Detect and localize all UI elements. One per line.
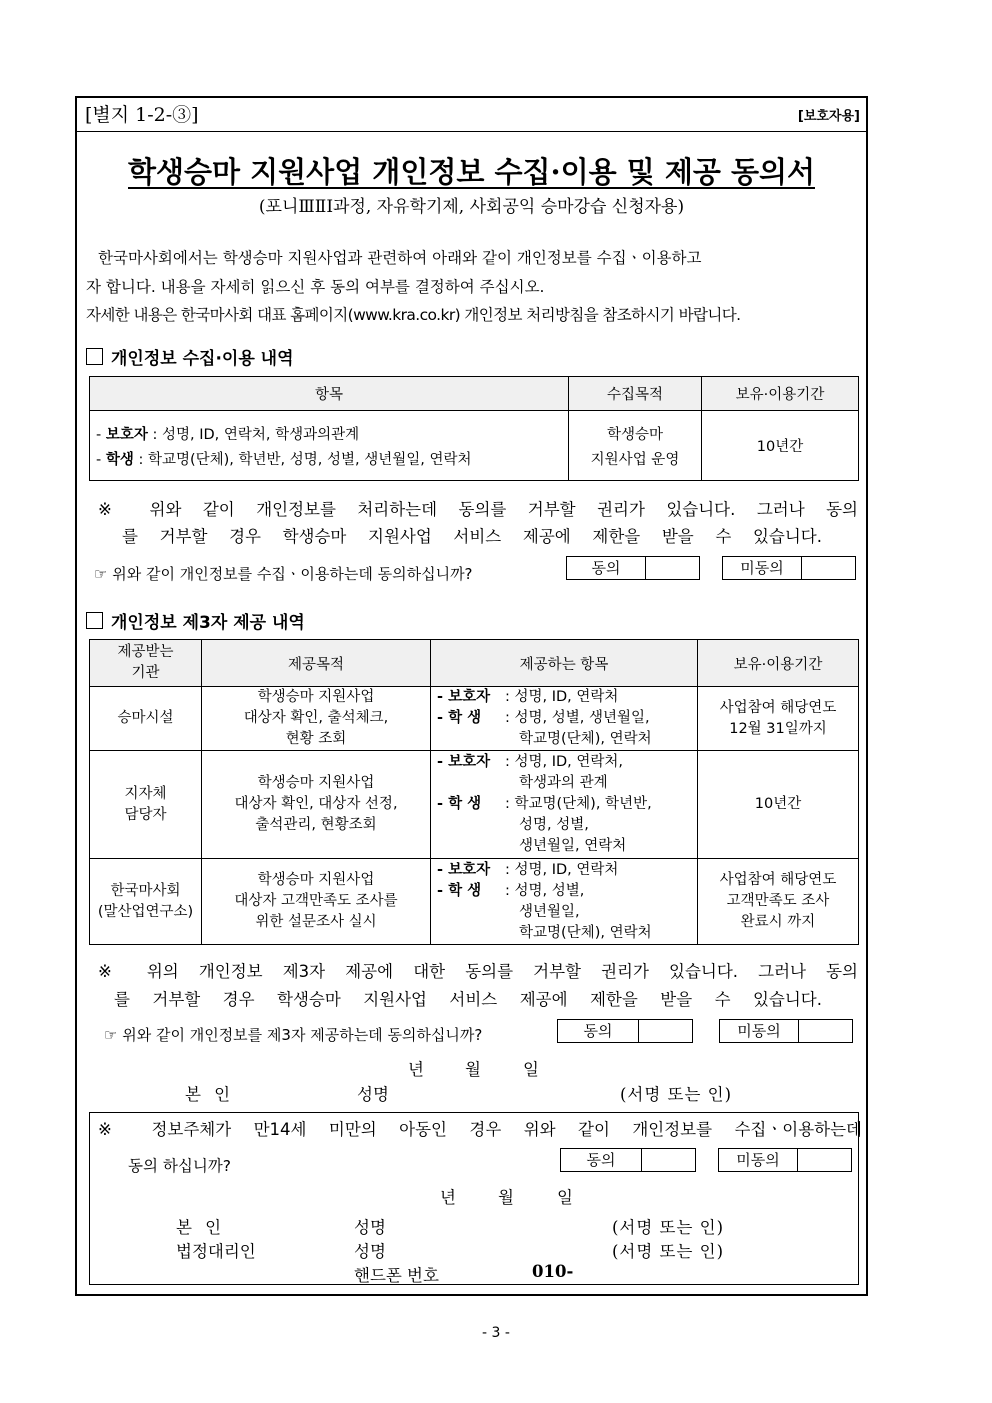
agree-label: 동의 bbox=[558, 1020, 639, 1042]
document-subtitle: (포니ⅢⅡⅠ과정, 자유학기제, 사회공익 승마강습 신청자용) bbox=[258, 197, 685, 217]
section1-title: 개인정보 수집·이용 내역 bbox=[86, 344, 294, 369]
agree-label: 동의 bbox=[567, 557, 646, 579]
minor-year: 년 bbox=[440, 1188, 456, 1207]
table-row bbox=[90, 687, 859, 751]
section2-note-line-2: 를 거부할 경우 학생승마 지원사업 서비스 제공에 제한을 받을 수 있습니다. bbox=[114, 990, 822, 1009]
row-period: 사업참여 해당연도 12월 31일까지 bbox=[698, 687, 859, 751]
sign1-name-label: 성명 bbox=[357, 1085, 389, 1104]
sign1-signature: (서명 또는 인) bbox=[620, 1085, 733, 1104]
sign1-year: 년 bbox=[408, 1060, 424, 1079]
minor-self-name-label: 성명 bbox=[354, 1218, 386, 1237]
page-number: - 3 - bbox=[482, 1325, 510, 1341]
disagree-label: 미동의 bbox=[723, 557, 802, 579]
table-row bbox=[90, 411, 859, 481]
row-purpose: 학생승마 지원사업 대상자 고객만족도 조사를 위한 설문조사 실시 bbox=[202, 859, 431, 945]
form-header bbox=[75, 96, 868, 132]
document-title: 학생승마 지원사업 개인정보 수집·이용 및 제공 동의서 bbox=[128, 155, 815, 189]
row-items: - 보호자 : 성명, ID, 연락처 - 학 생 : 성명, 성별, 생년월일, 학교명(단체), 연락처 bbox=[431, 859, 698, 945]
collection-purpose: 학생승마 지원사업 운영 bbox=[569, 411, 702, 481]
section2-note-line-1: ※ 위의 개인정보 제3자 제공에 대한 동의를 거부할 권리가 있습니다. 그러나 동의 bbox=[98, 962, 858, 981]
minor-self-signature: (서명 또는 인) bbox=[612, 1218, 725, 1237]
section2-agree-box[interactable] bbox=[557, 1019, 693, 1043]
section1-disagree-box[interactable] bbox=[722, 556, 856, 580]
minor-agree-box[interactable] bbox=[560, 1148, 696, 1172]
sign1-month: 월 bbox=[465, 1060, 481, 1079]
minor-guardian-name-label: 성명 bbox=[354, 1242, 386, 1261]
row-purpose: 학생승마 지원사업 대상자 확인, 대상자 선정, 출석관리, 현황조회 bbox=[202, 751, 431, 859]
row-items: - 보호자 : 성명, ID, 연락처 - 학 생 : 성명, 성별, 생년월일, 학교명(단체), 연락처 bbox=[431, 687, 698, 751]
disagree-label: 미동의 bbox=[719, 1149, 798, 1171]
section1-agree-box[interactable] bbox=[566, 556, 700, 580]
intro-line-2: 자 합니다. 내용을 자세히 읽으신 후 동의 여부를 결정하여 주십시오. bbox=[86, 278, 545, 296]
row-items: - 보호자 : 성명, ID, 연락처, 학생과의 관계 - 학 생 : 학교명(단체), 학년반, 성명, 성별, 생년월일, 연락처 bbox=[431, 751, 698, 859]
row-period: 10년간 bbox=[698, 751, 859, 859]
minor-line-1: ※ 정보주체가 만14세 미만의 아동인 경우 위와 같이 개인정보를 수집ㆍ이용하는데 bbox=[98, 1120, 862, 1139]
form-target: [보호자용] bbox=[797, 109, 860, 124]
section1-note-line-1: ※ 위와 같이 개인정보를 처리하는데 동의를 거부할 권리가 있습니다. 그러나 동의 bbox=[98, 500, 858, 519]
table-row bbox=[90, 859, 859, 945]
intro-line-1: 한국마사회에서는 학생승마 지원사업과 관련하여 아래와 같이 개인정보를 수집ㆍ이용하고 bbox=[98, 249, 702, 267]
phone-prefix: 010- bbox=[532, 1262, 574, 1281]
section2-title: 개인정보 제3자 제공 내역 bbox=[86, 608, 305, 633]
col-header-purpose: 수집목적 bbox=[569, 377, 702, 411]
collection-table bbox=[89, 376, 859, 481]
retention-period: 10년간 bbox=[702, 411, 859, 481]
agree-label: 동의 bbox=[561, 1149, 642, 1171]
collected-items: - 보호자 : 성명, ID, 연락처, 학생과의관계 - 학생 : 학교명(단체), 학년반, 성명, 성별, 생년월일, 연락처 bbox=[90, 411, 569, 481]
col-header-org: 제공받는 기관 bbox=[90, 640, 202, 687]
section1-question: ☞ 위와 같이 개인정보를 수집ㆍ이용하는데 동의하십니까? bbox=[94, 565, 473, 583]
third-party-table bbox=[89, 639, 859, 945]
minor-guardian-label: 법정대리인 bbox=[176, 1242, 256, 1261]
minor-disagree-box[interactable] bbox=[718, 1148, 852, 1172]
minor-month: 월 bbox=[498, 1188, 514, 1207]
section2-disagree-box[interactable] bbox=[719, 1019, 853, 1043]
section2-question: ☞ 위와 같이 개인정보를 제3자 제공하는데 동의하십니까? bbox=[104, 1026, 483, 1044]
minor-day: 일 bbox=[557, 1188, 573, 1207]
col-header-items: 제공하는 항목 bbox=[431, 640, 698, 687]
row-org: 한국마사회 (말산업연구소) bbox=[90, 859, 202, 945]
intro-line-3: 자세한 내용은 한국마사회 대표 홈페이지(www.kra.co.kr) 개인정보 처리방침을 참조하시기 바랍니다. bbox=[86, 306, 741, 324]
sign1-self-label: 본 인 bbox=[185, 1085, 235, 1104]
minor-line-2: 동의 하십니까? bbox=[128, 1157, 231, 1175]
col-header-items: 항목 bbox=[90, 377, 569, 411]
table-row bbox=[90, 751, 859, 859]
row-period: 사업참여 해당연도 고객만족도 조사 완료시 까지 bbox=[698, 859, 859, 945]
phone-label: 핸드폰 번호 bbox=[354, 1266, 439, 1285]
section1-note-line-2: 를 거부할 경우 학생승마 지원사업 서비스 제공에 제한을 받을 수 있습니다. bbox=[122, 527, 822, 546]
minor-guardian-signature: (서명 또는 인) bbox=[612, 1242, 725, 1261]
disagree-label: 미동의 bbox=[720, 1020, 799, 1042]
row-org: 승마시설 bbox=[90, 687, 202, 751]
minor-self-label: 본 인 bbox=[176, 1218, 226, 1237]
row-purpose: 학생승마 지원사업 대상자 확인, 출석체크, 현황 조회 bbox=[202, 687, 431, 751]
col-header-period: 보유·이용기간 bbox=[698, 640, 859, 687]
form-id: [별지 1-2-③] bbox=[85, 104, 199, 126]
sign1-day: 일 bbox=[523, 1060, 539, 1079]
checkbox-square-icon bbox=[86, 612, 103, 629]
col-header-purpose: 제공목적 bbox=[202, 640, 431, 687]
row-org: 지자체 담당자 bbox=[90, 751, 202, 859]
checkbox-square-icon bbox=[86, 348, 103, 365]
col-header-period: 보유·이용기간 bbox=[702, 377, 859, 411]
